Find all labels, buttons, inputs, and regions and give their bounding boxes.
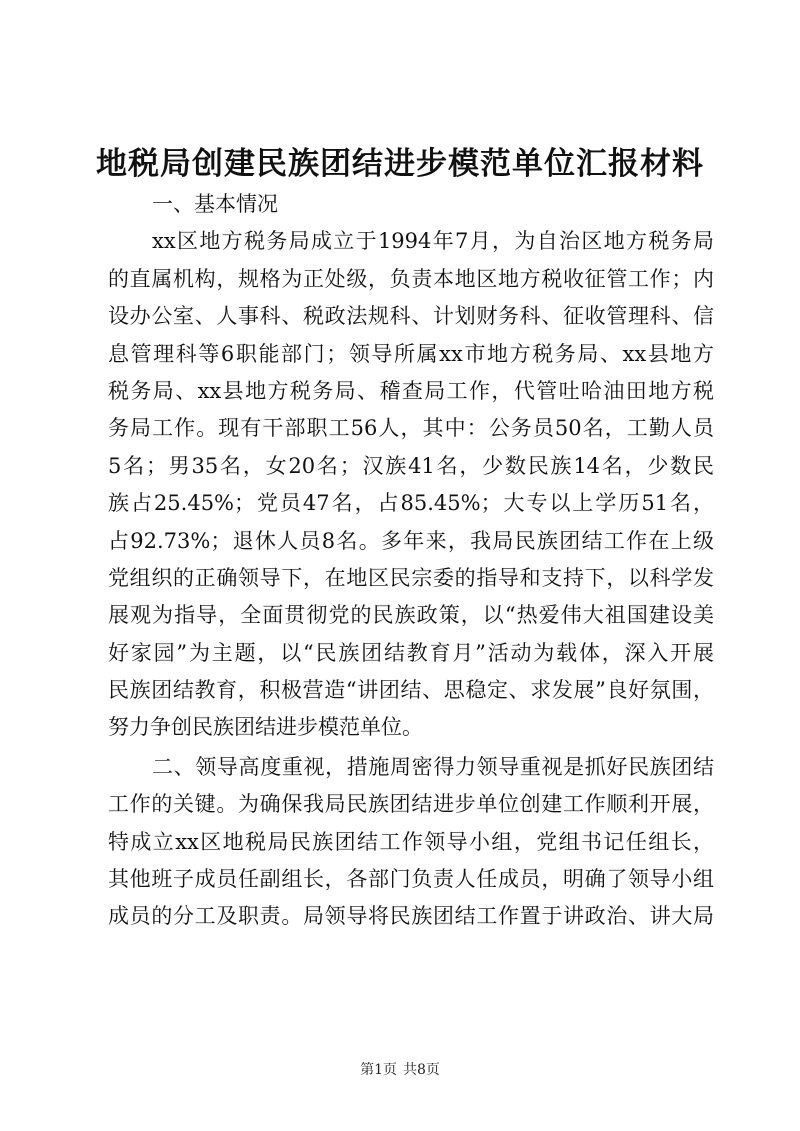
paragraph-line: 特成立xx区地税局民族团结工作领导小组，党组书记任组长， — [108, 829, 714, 854]
paragraph-line: 努力争创民族团结进步模范单位。 — [108, 715, 423, 740]
document-title: 地税局创建民族团结进步模范单位汇报材料 — [96, 146, 704, 182]
paragraph-line: 的直属机构，规格为正处级，负责本地区地方税收征管工作；内 — [108, 266, 714, 291]
document-body — [108, 186, 714, 936]
page-number: 第1页 — [360, 1062, 397, 1078]
paragraph-line: 族占25.45%；党员47名，占85.45%；大专以上学历51名， — [108, 491, 714, 516]
paragraph-line: 息管理科等6职能部门；领导所属xx市地方税务局、xx县地方 — [108, 341, 714, 366]
paragraph-line: 好家园”为主题，以“民族团结教育月”活动为载体，深入开展 — [108, 640, 714, 665]
section-heading: 一、基本情况 — [152, 192, 278, 216]
paragraph-line: 二、领导高度重视，措施周密得力领导重视是抓好民族团结 — [152, 754, 714, 779]
paragraph-line: 税务局、xx县地方税务局、稽查局工作，代管吐哈油田地方税 — [108, 378, 714, 403]
page-footer — [0, 1060, 800, 1080]
paragraph-line: 展观为指导，全面贯彻党的民族政策，以“热爱伟大祖国建设美 — [108, 603, 714, 628]
paragraph-line: 务局工作。现有干部职工56人，其中：公务员50名，工勤人员 — [108, 416, 714, 441]
paragraph-line: 设办公室、人事科、税政法规科、计划财务科、征收管理科、信 — [108, 304, 714, 329]
paragraph-line: 党组织的正确领导下，在地区民宗委的指导和支持下，以科学发 — [108, 565, 714, 590]
paragraph-line: xx区地方税务局成立于1994年7月，为自治区地方税务局 — [152, 229, 714, 254]
paragraph-line: 5名；男35名，女20名；汉族41名，少数民族14名，少数民 — [108, 453, 714, 478]
paragraph-line: 成员的分工及职责。局领导将民族团结工作置于讲政治、讲大局 — [108, 904, 714, 929]
paragraph-line: 工作的关键。为确保我局民族团结进步单位创建工作顺利开展， — [108, 792, 714, 817]
paragraph-line: 其他班子成员任副组长，各部门负责人任成员，明确了领导小组 — [108, 867, 714, 892]
paragraph-line: 占92.73%；退休人员8名。多年来，我局民族团结工作在上级 — [108, 528, 714, 553]
paragraph-line: 民族团结教育，积极营造“讲团结、思稳定、求发展”良好氛围， — [108, 678, 714, 703]
page-total: 共8页 — [403, 1062, 440, 1078]
